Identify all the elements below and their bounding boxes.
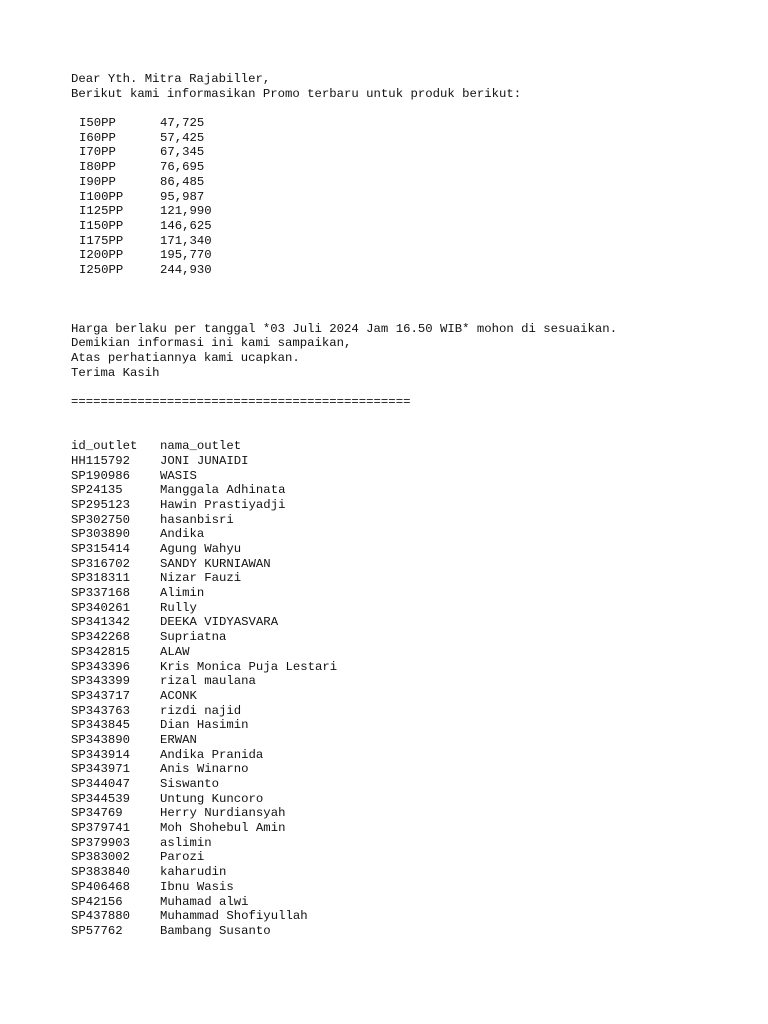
outlet-name: aslimin — [160, 835, 212, 850]
promo-row — [71, 204, 751, 219]
outlet-id: SP342268 — [71, 630, 131, 645]
outlet-name: SANDY KURNIAWAN — [160, 556, 271, 571]
outlet-name: Hawin Prastiyadji — [160, 497, 286, 512]
promo-code: I175PP — [79, 233, 124, 248]
thanks-line: Terima Kasih — [71, 365, 160, 380]
outlet-row — [71, 513, 751, 528]
promo-code: I200PP — [79, 248, 124, 263]
spacer — [71, 380, 751, 395]
promo-code: I100PP — [79, 189, 124, 204]
outlet-name: Siswanto — [160, 777, 220, 791]
outlet-name: Herry Nurdiansyah — [160, 806, 286, 821]
outlet-name: WASIS — [160, 468, 197, 483]
promo-code: I250PP — [79, 262, 124, 277]
outlet-name: Ibnu Wasis — [160, 879, 234, 894]
outlet-id: SP343399 — [71, 674, 131, 689]
spacer — [71, 307, 751, 322]
promo-row — [71, 160, 751, 175]
promo-code: I150PP — [79, 218, 124, 233]
outlet-row — [71, 469, 751, 484]
promo-code: I70PP — [79, 145, 116, 160]
promo-code: I50PP — [79, 116, 116, 131]
outlet-name: ACONK — [160, 688, 197, 703]
outlet-row — [71, 762, 751, 777]
outlet-name: Alimin — [160, 586, 205, 601]
spacer — [71, 410, 751, 425]
outlet-id: SP343396 — [71, 659, 131, 674]
outlet-id: SP343845 — [71, 718, 131, 733]
promo-price: 86,485 — [160, 174, 205, 189]
outlet-list — [71, 454, 751, 939]
intro-line: Berikut kami informasikan Promo terbaru untuk produk berikut: — [71, 86, 522, 101]
outlet-row — [71, 821, 751, 836]
promo-list — [71, 116, 751, 278]
outlet-row — [71, 571, 751, 586]
outlet-id: SP379741 — [71, 821, 131, 836]
outlet-id: SP34769 — [71, 806, 123, 821]
separator-line: ============================================== — [71, 395, 411, 410]
outlet-row — [71, 880, 751, 895]
outlet-row — [71, 454, 751, 469]
outlet-id: SP343914 — [71, 747, 131, 762]
outlet-row — [71, 615, 751, 630]
greeting-line: Dear Yth. Mitra Rajabiller, — [71, 72, 271, 86]
outlet-name: Anis Winarno — [160, 762, 249, 777]
outlet-name: Supriatna — [160, 630, 227, 645]
spacer — [71, 278, 751, 293]
outlet-name: Agung Wahyu — [160, 542, 242, 556]
outlet-id: SP302750 — [71, 512, 131, 527]
outlet-name: Bambang Susanto — [160, 923, 271, 938]
outlet-id: SP342815 — [71, 644, 131, 659]
outlet-id: SP383002 — [71, 850, 131, 865]
attention-line: Atas perhatiannya kami ucapkan. — [71, 351, 300, 366]
outlet-name: Parozi — [160, 850, 205, 865]
outlet-id: SP343971 — [71, 762, 131, 777]
outlet-name: DEEKA VIDYASVARA — [160, 615, 279, 630]
outlet-row — [71, 748, 751, 763]
outlet-id: SP337168 — [71, 586, 131, 601]
outlet-id: SP341342 — [71, 615, 131, 630]
outlet-id: SP437880 — [71, 909, 131, 924]
promo-price: 76,695 — [160, 160, 205, 175]
promo-code: I125PP — [79, 204, 124, 219]
outlet-id: SP344047 — [71, 777, 131, 791]
outlet-name: Untung Kuncoro — [160, 791, 264, 806]
promo-row — [71, 175, 751, 190]
outlet-id: SP343763 — [71, 703, 131, 718]
outlet-name: hasanbisri — [160, 512, 234, 527]
promo-price: 67,345 — [160, 145, 205, 160]
promo-price: 244,930 — [160, 262, 212, 277]
spacer — [71, 101, 751, 116]
outlet-id: SP343717 — [71, 688, 131, 703]
promo-price: 57,425 — [160, 130, 205, 145]
promo-row — [71, 145, 751, 160]
outlet-id: SP57762 — [71, 923, 123, 938]
outlet-id: SP340261 — [71, 600, 131, 615]
outlet-row — [71, 674, 751, 689]
outlet-name: ERWAN — [160, 732, 197, 747]
outlet-row — [71, 865, 751, 880]
outlet-row — [71, 792, 751, 807]
outlet-id-header: id_outlet — [71, 439, 138, 454]
outlet-row — [71, 895, 751, 910]
outlet-row — [71, 909, 751, 924]
promo-row — [71, 190, 751, 205]
outlet-name-header: nama_outlet — [160, 439, 242, 454]
spacer — [71, 425, 751, 440]
outlet-name: rizdi najid — [160, 703, 242, 718]
outlet-row — [71, 601, 751, 616]
outlet-row — [71, 660, 751, 675]
promo-price: 47,725 — [160, 116, 205, 131]
outlet-row — [71, 733, 751, 748]
validity-line: Harga berlaku per tanggal *03 Juli 2024 Jam 16.50 WIB* mohon di sesuaikan. — [71, 321, 618, 336]
promo-price: 195,770 — [160, 248, 212, 263]
outlet-name: Andika Pranida — [160, 747, 264, 762]
promo-row — [71, 116, 751, 131]
outlet-name: Rully — [160, 600, 197, 615]
outlet-id: SP406468 — [71, 879, 131, 894]
outlet-row — [71, 586, 751, 601]
outlet-id: SP295123 — [71, 497, 131, 512]
outlet-row — [71, 527, 751, 542]
outlet-name: Kris Monica Puja Lestari — [160, 659, 338, 674]
outlet-name: Manggala Adhinata — [160, 483, 286, 498]
outlet-id: SP318311 — [71, 571, 131, 586]
promo-row — [71, 248, 751, 263]
promo-row — [71, 131, 751, 146]
outlet-id: SP190986 — [71, 468, 131, 483]
outlet-name: ALAW — [160, 644, 190, 659]
outlet-name: kaharudin — [160, 865, 227, 880]
promo-code: I90PP — [79, 174, 116, 189]
outlet-row — [71, 645, 751, 660]
outlet-row — [71, 806, 751, 821]
outlet-id: HH115792 — [71, 453, 131, 468]
notice-line: Demikian informasi ini kami sampaikan, — [71, 336, 352, 351]
outlet-id: SP303890 — [71, 527, 131, 542]
outlet-name: JONI JUNAIDI — [160, 453, 249, 468]
outlet-name: Moh Shohebul Amin — [160, 821, 286, 836]
outlet-name: Muhamad alwi — [160, 894, 249, 909]
promo-price: 95,987 — [160, 189, 205, 204]
outlet-id: SP343890 — [71, 732, 131, 747]
outlet-row — [71, 542, 751, 557]
outlet-id: SP344539 — [71, 791, 131, 806]
outlet-name: Andika — [160, 527, 205, 542]
outlet-id: SP42156 — [71, 894, 123, 909]
outlet-row — [71, 924, 751, 939]
outlet-name: Nizar Fauzi — [160, 571, 242, 586]
outlet-id: SP24135 — [71, 483, 123, 498]
outlet-row — [71, 777, 751, 792]
outlet-row — [71, 836, 751, 851]
promo-row — [71, 219, 751, 234]
outlet-header-row — [71, 439, 751, 454]
outlet-name: Dian Hasimin — [160, 718, 249, 733]
promo-price: 146,625 — [160, 218, 212, 233]
outlet-id: SP379903 — [71, 835, 131, 850]
outlet-row — [71, 630, 751, 645]
outlet-row — [71, 704, 751, 719]
outlet-name: rizal maulana — [160, 674, 256, 689]
promo-row — [71, 234, 751, 249]
outlet-id: SP383840 — [71, 865, 131, 880]
promo-price: 171,340 — [160, 233, 212, 248]
outlet-row — [71, 498, 751, 513]
promo-price: 121,990 — [160, 204, 212, 219]
outlet-id: SP316702 — [71, 556, 131, 571]
document-body — [71, 72, 751, 939]
promo-code: I60PP — [79, 130, 116, 145]
promo-row — [71, 263, 751, 278]
outlet-row — [71, 557, 751, 572]
outlet-row — [71, 483, 751, 498]
outlet-row — [71, 689, 751, 704]
outlet-id: SP315414 — [71, 542, 131, 556]
outlet-row — [71, 850, 751, 865]
promo-code: I80PP — [79, 160, 116, 175]
outlet-row — [71, 718, 751, 733]
outlet-name: Muhammad Shofiyullah — [160, 909, 308, 924]
spacer — [71, 292, 751, 307]
